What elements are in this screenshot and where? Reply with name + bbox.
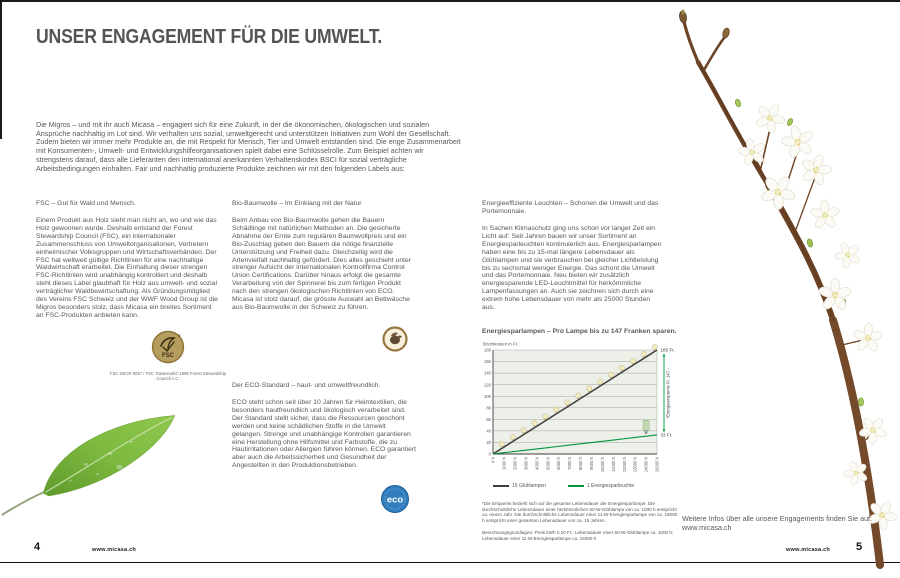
- svg-text:14000 h: 14000 h: [643, 456, 649, 473]
- svg-text:33 Fr.: 33 Fr.: [660, 432, 673, 438]
- svg-text:12000 h: 12000 h: [621, 456, 627, 473]
- subsection-eco: [232, 382, 416, 470]
- page-number-right: 5: [856, 541, 863, 553]
- fsc-registered-mark: ®: [178, 334, 181, 338]
- section-heading-eco: Der ECO-Standard – haut- und umweltfreundlich.: [232, 382, 381, 389]
- svg-text:2000 h: 2000 h: [512, 456, 518, 470]
- page-title: UNSER ENGAGEMENT FÜR DIE UMWELT.: [36, 26, 383, 48]
- energy-savings-chart: [482, 341, 682, 477]
- fsc-logo-caption: FSC-SECR-0057 / FSC Trademark© 1996 Forest Stewardship Council A.C.: [110, 371, 226, 382]
- svg-text:4000 h: 4000 h: [534, 456, 540, 470]
- fsc-logo-text: FSC: [162, 353, 174, 359]
- svg-text:*Energieersparnis Fr. 147.–: *Energieersparnis Fr. 147.–: [665, 367, 671, 419]
- chart-legend: [493, 483, 682, 489]
- svg-text:7000 h: 7000 h: [567, 456, 573, 470]
- section-energy: [482, 200, 682, 541]
- svg-text:8000 h: 8000 h: [578, 456, 584, 470]
- svg-text:180 Fr.: 180 Fr.: [660, 347, 675, 353]
- bio-cotton-seal: [382, 326, 408, 352]
- svg-text:20: 20: [486, 440, 491, 446]
- eco-seal-text: eco: [386, 494, 404, 506]
- svg-text:160: 160: [484, 359, 491, 365]
- svg-text:13000 h: 13000 h: [632, 456, 638, 473]
- page-number-left: 4: [34, 541, 41, 553]
- fsc-logo: [151, 330, 185, 364]
- legend-swatch-energiesparleuchte: [568, 485, 584, 487]
- legend-item-energiesparleuchte: [568, 483, 634, 489]
- svg-text:10000 h: 10000 h: [599, 456, 605, 473]
- eco-seal: [380, 484, 410, 514]
- svg-text:1000 h: 1000 h: [501, 456, 507, 470]
- section-body-energy: In Sachen Klimaschutz ging uns schon vor langer Zeit ein Licht auf: Seit Jahren bauen wir unser Sortiment an Energiesparleuchten kontinuierlich aus. Energiesparlampen haben eine bis zu 15-mal längere Lebensdauer als Glühlampen und sie verbrauchen bei gleicher Lichtleistung bis zu sechsmal weniger Energie. Das schont die Umwelt und das Portemonnaie. Neu bieten wir zusätzlich energiesparende LED-Leuchtmittel für herkömmliche Lampenfassungen an. Auch sie zeichnen sich durch eine extrem hohe Lebensdauer von mehr als 25000 Stunden aus.: [482, 225, 662, 312]
- section-body-eco: ECO steht schon seit über 10 Jahren für Heimtextilien, die besonders hautfreundlich und ökologisch verarbeitet sind. Der Standard stellt sicher, dass die Ressourcen geschont werden und keine schädlichen Stoffe in die Umwelt gelangen. Strenge und unabhängige Kontrollen garantieren eine Herstellung ohne Hilfsmittel und Farbstoffe, die zu Hautirritationen oder Allergien führen können. ECO garantiert aber auch die Arbeitssicherheit und Gesundheit der Angestellten in den Produktionsbetrieben.: [232, 399, 417, 470]
- svg-text:0 h: 0 h: [490, 456, 496, 463]
- footer-url-left: www.micasa.ch: [92, 547, 137, 553]
- chart-title: Energiesparlampen – Pro Lampe bis zu 147 Franken sparen.: [482, 327, 677, 335]
- more-info-note: Weitere Infos über alle unsere Engagements finden Sie auf: www.micasa.ch: [682, 514, 873, 532]
- section-fsc: [36, 200, 226, 382]
- svg-text:40: 40: [486, 428, 491, 434]
- svg-text:9000 h: 9000 h: [589, 456, 594, 470]
- svg-text:120: 120: [484, 382, 491, 388]
- svg-text:Stromkosten in Fr.: Stromkosten in Fr.: [482, 341, 519, 347]
- svg-text:11000 h: 11000 h: [610, 456, 616, 472]
- legend-item-gluehlampen: [493, 483, 546, 489]
- page-left-edge: [0, 0, 2, 139]
- svg-text:60: 60: [486, 416, 491, 422]
- section-body-bio: Beim Anbau von Bio-Baumwolle gehen die Bauern Schädlinge mit natürlichen Methoden an. Die gesicherte Abnahme der Ernte zum regulären Baumwollpreis und ein Bio-Zuschlag geben den Bauern die nötige finanzielle Unterstützung und Freiheit dazu. Gleichzeitig wird die Artenvielfalt nachhaltig gefördert. Dies alles geschieht unter strenger Aufsicht der internationalen Kontrollfirma Control Union Certifications. Darüber hinaus erfolgt die gesamte Verarbeitung von der Spinnerei bis zum fertigen Produkt nach den strengen ökologischen Richtlinien von ECO. Micasa ist stolz darauf, die grösste Auswahl an Bettwäsche aus Bio-Baumwolle in der Schweiz zu führen.: [232, 217, 412, 311]
- chart-calculation-basis: Berechnungsgrundlagen: Preis kWh 0.20 Fr.; Lebensdauer einer 60-W-Glühlampe ca. 1000 h; Lebensdauer einer 11-W-Energiesparlampe ca. 15000 h: [482, 529, 674, 541]
- fsc-logo-block: [108, 330, 228, 381]
- section-bio-eco: [232, 200, 417, 506]
- section-body-fsc: Einem Produkt aus Holz sieht man nicht an, wo und wie das Holz gewonnen wurde. Deshalb entstand der Forest Stewardship Council (FSC), ein internationaler Zusammenschluss von Umweltorganisationen, Vertretern einheimischer Volksgruppen und Wirtschaftsverbänden. Der FSC hat weltweit gültige Richtlinien für eine nachhaltige Waldwirtschaft erarbeitet. Die Einhaltung dieser strengen FSC-Richtlinien wird unabhängig kontrolliert und deshalb steht dieses Label glaubhaft für Holz aus umwelt- und sozial verträglicher Waldbewirtschaftung. Als Gründungsmitglied des Vereins FSC Schweiz und der WWF Wood Group ist die Migros besonders stolz, dass Micasa ein breites Sortiment an FSC-Produkten anbieten kann.: [36, 217, 218, 319]
- svg-text:100: 100: [484, 393, 491, 399]
- svg-text:5000 h: 5000 h: [545, 456, 551, 470]
- chart-footnote: *Die Ersparnis bezieht sich auf die gesamte Lebensdauer der Energiesparlampe. Die durchschnittliche Lebensdauer einer herkömmlichen 60-W-Glühlampe von ca. 1000 h entspricht ca. einem Jahr. Die durchschnittliche Lebensdauer einer 11-W-Energiesparlampe von ca. 15000 h entspricht einer gesamten Lebensdauer von ca. 15 Jahren.: [482, 500, 678, 524]
- legend-label-gluehlampen: 15 Glühlampen: [512, 482, 546, 489]
- legend-swatch-gluehlampen: [493, 485, 509, 487]
- legend-label-energiesparleuchte: 1 Energiesparleuchte: [586, 482, 635, 489]
- section-heading-energy: Energieeffiziente Leuchten – Schonen die Umwelt und das Portemonnaie.: [482, 200, 659, 215]
- svg-text:3000 h: 3000 h: [523, 456, 529, 470]
- section-heading-bio: Bio-Baumwolle – Im Einklang mit der Natur: [232, 200, 362, 207]
- leaf-photo: [0, 390, 190, 526]
- svg-text:6000 h: 6000 h: [556, 456, 562, 470]
- section-heading-fsc: FSC – Gut für Wald und Mensch.: [36, 200, 136, 207]
- svg-text:140: 140: [484, 370, 491, 376]
- svg-text:0: 0: [488, 451, 491, 457]
- svg-text:180: 180: [484, 347, 491, 353]
- intro-paragraph: Die Migros – und mit ihr auch Micasa – engagiert sich für eine Zukunft, in der die ökonomischen, ökologischen und sozialen Ansprüche nachhaltig im Lot sind. Wir verhalten uns sozial, umweltgerecht und unterstützen Initiativen zum Wohl der Gesellschaft. Zudem bieten wir immer mehr Produkte an, die mit Respekt für Mensch, Tier und Umwelt entstanden sind. Die enge Zusammenarbeit mit Konsumenten-, Umwelt- und Entwicklungshilfeorganisationen spielt dabei eine Schlüsselrolle. Zum Beispiel achten wir strengstens darauf, dass alle Lieferanten den international anerkannten Verhaltenskodex BSCI für sozial verträgliche Arbeitsbedingungen einhalten. Fair und nachhaltig produzierte Produkte zeichnen wir mit den folgenden Labels aus:: [36, 120, 461, 173]
- svg-text:15000 h: 15000 h: [654, 456, 660, 473]
- svg-text:80: 80: [486, 405, 491, 411]
- footer-url-right: www.micasa.ch: [786, 547, 831, 553]
